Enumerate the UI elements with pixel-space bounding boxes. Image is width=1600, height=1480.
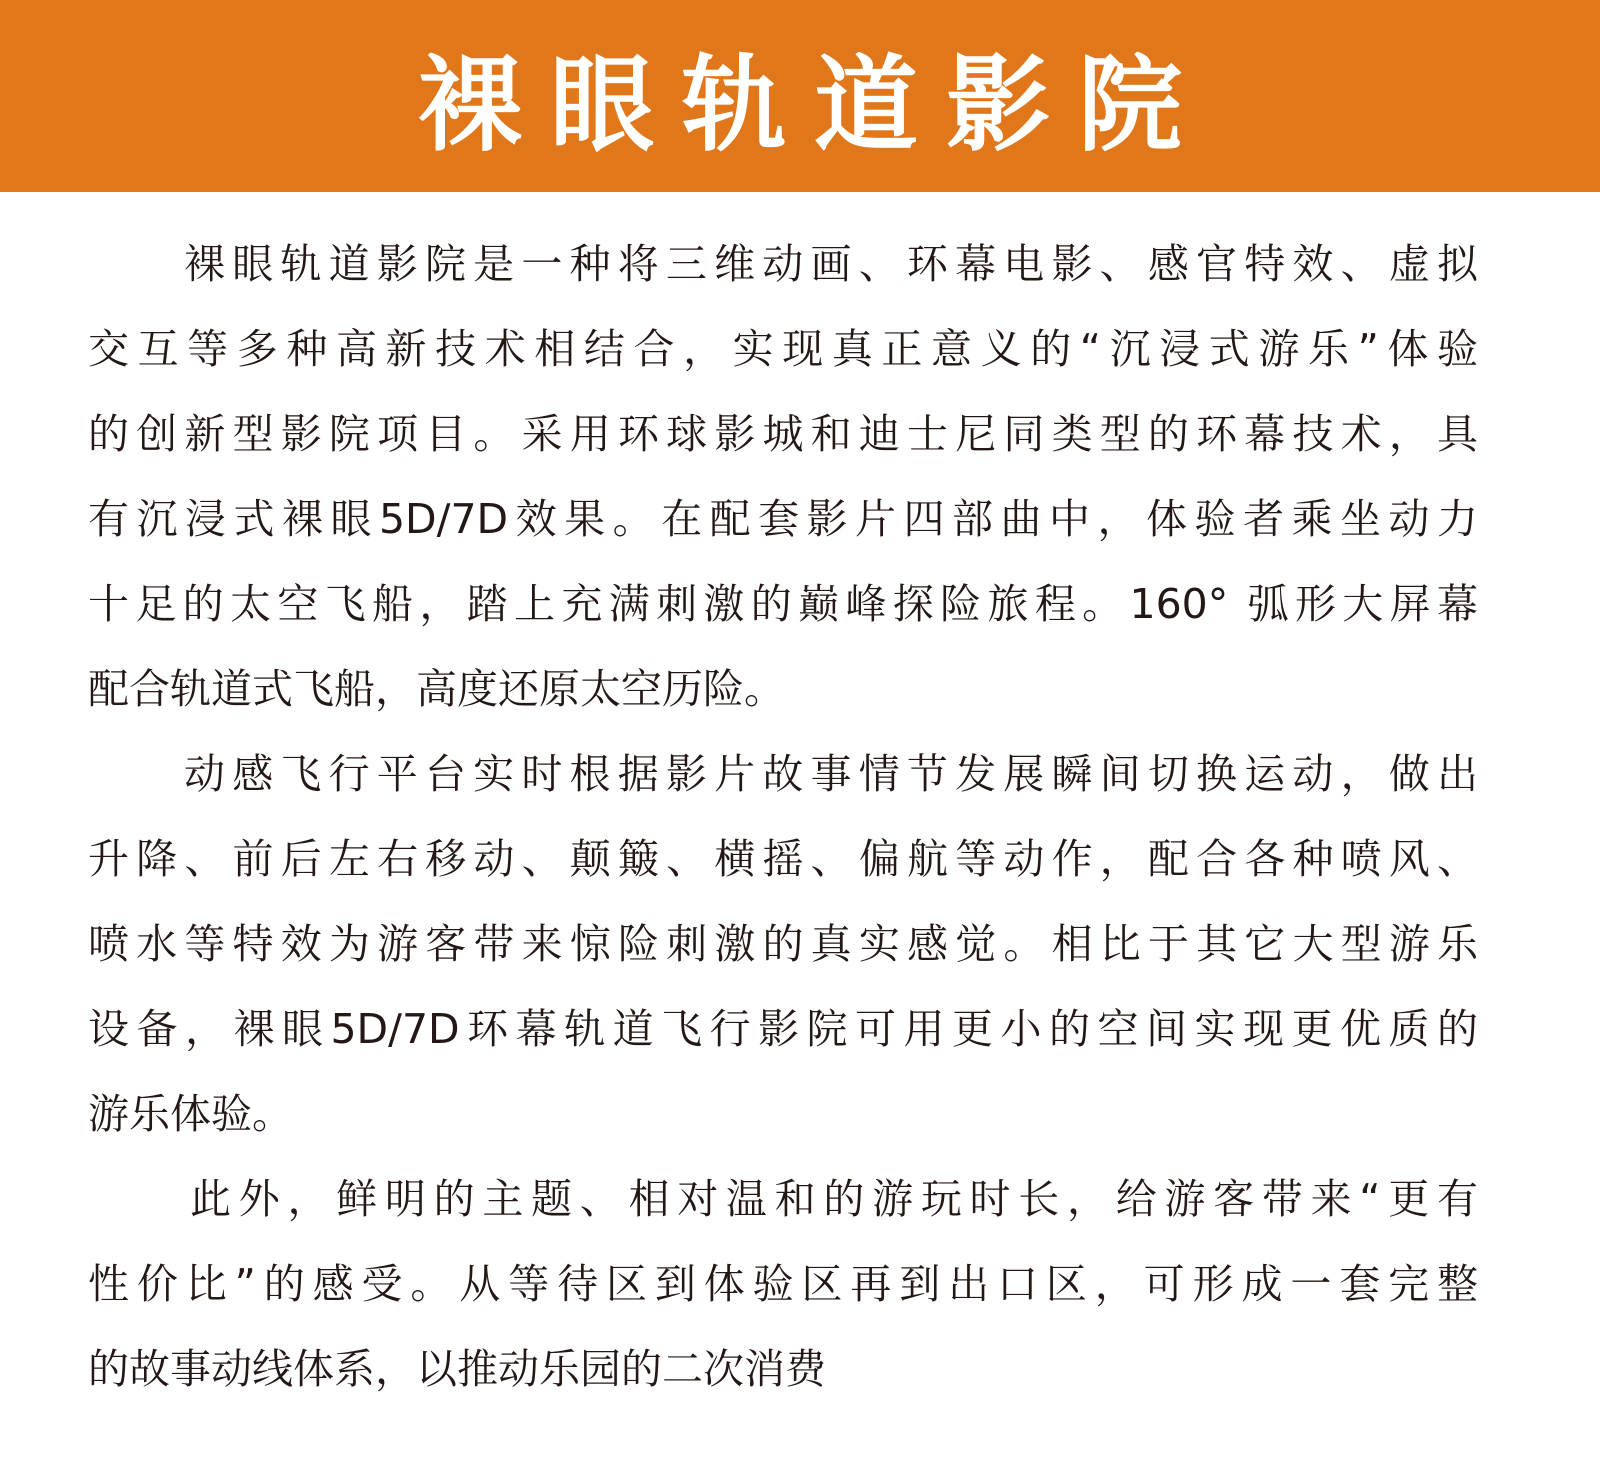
paragraph-2 [88, 732, 1478, 1157]
text-line: 配合轨道式飞船，高度还原太空历险。 [88, 665, 785, 713]
text-line: 喷水等特效为游客带来惊险刺激的真实感觉。相比于其它大型游乐 [88, 920, 1478, 968]
text-line: 性价比”的感受。从等待区到体验区再到出口区，可形成一套完整 [88, 1260, 1478, 1308]
text-line: 游乐体验。 [88, 1090, 293, 1138]
text-line: 十足的太空飞船，踏上充满刺激的巅峰探险旅程。160° 弧形大屏幕 [88, 580, 1478, 628]
page-title: 裸眼轨道影院 [417, 44, 1210, 166]
title-banner [0, 0, 1600, 192]
text-line: 设备，裸眼5D/7D环幕轨道飞行影院可用更小的空间实现更优质的 [88, 1005, 1478, 1053]
text-line: 的故事动线体系，以推动乐园的二次消费 [88, 1345, 826, 1393]
paragraph-3 [88, 1157, 1478, 1412]
text-line: 的创新型影院项目。采用环球影城和迪士尼同类型的环幕技术，具 [88, 410, 1478, 458]
text-line: 交互等多种高新技术相结合，实现真正意义的“沉浸式游乐”体验 [88, 325, 1478, 373]
paragraph-1 [88, 222, 1478, 732]
text-line: 此外，鲜明的主题、相对温和的游玩时长，给游客带来“更有 [190, 1175, 1478, 1223]
text-line: 动感飞行平台实时根据影片故事情节发展瞬间切换运动，做出 [184, 750, 1478, 798]
article-body [88, 222, 1478, 1412]
text-line: 裸眼轨道影院是一种将三维动画、环幕电影、感官特效、虚拟 [184, 240, 1478, 288]
text-line: 升降、前后左右移动、颠簸、横摇、偏航等动作，配合各种喷风、 [88, 835, 1478, 883]
text-line: 有沉浸式裸眼5D/7D效果。在配套影片四部曲中，体验者乘坐动力 [88, 495, 1478, 543]
